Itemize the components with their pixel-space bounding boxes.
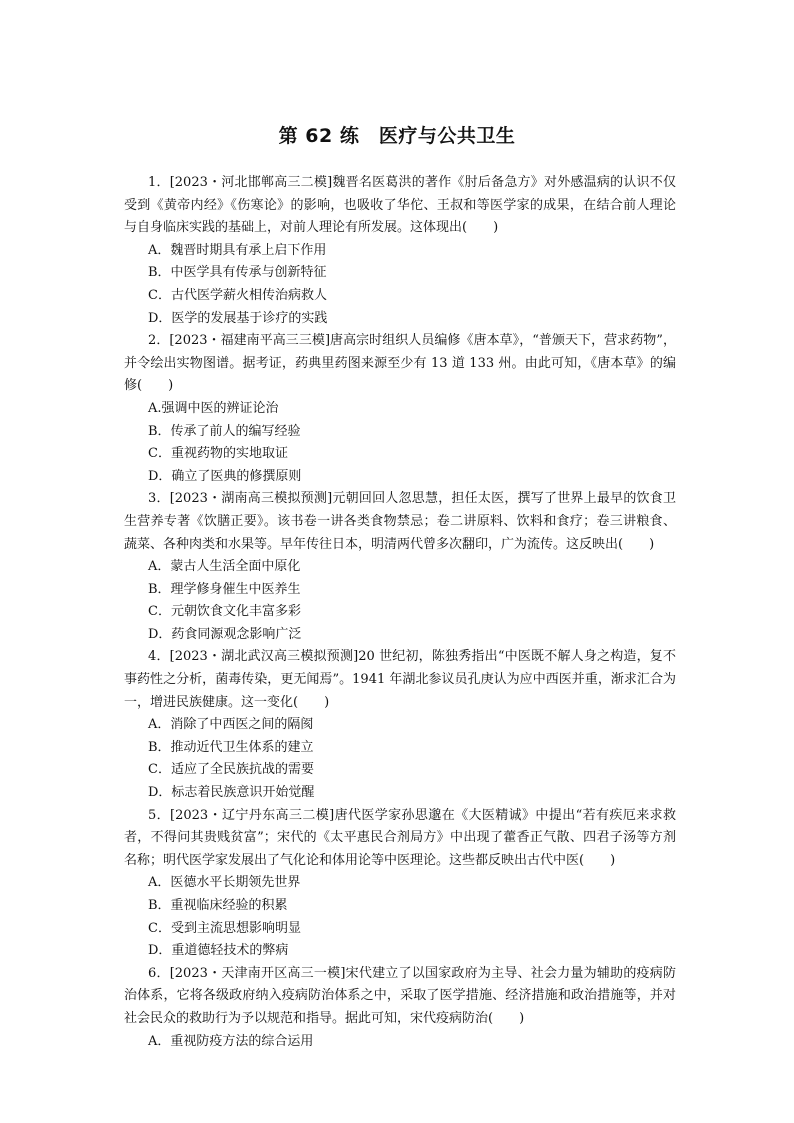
option-d: D．药食同源观念影响广泛: [148, 626, 302, 642]
question-5: [124, 805, 676, 963]
question-stem: 5．[2023・辽宁丹东高三二模]唐代医学家孙思邈在《大医精诚》中提出“若有疾厄来求救者，不得问其贵贱贫富”；宋代的《太平惠民合剂局方》中出现了藿香正气散、四君子汤等方剂名称；明代医学家发展出了气化论和体用论等中医理论。这些都反映出古代中医( ): [124, 807, 676, 868]
question-stem: 3．[2023・湖南高三模拟预测]元朝回回人忽思慧，担任太医，撰写了世界上最早的饮食卫生营养专著《饮膳正要》。该书卷一讲各类食物禁忌；卷二讲原料、饮料和食疗；卷三讲粮食、蔬菜、各种肉类和水果等。早年传往日本，明清两代曾多次翻印，广为流传。这反映出( ): [124, 491, 676, 552]
question-6: [124, 963, 676, 1053]
option-c: C．受到主流思想影响明显: [148, 920, 301, 936]
option-d: D．医学的发展基于诊疗的实践: [148, 310, 328, 326]
option-a: A．魏晋时期具有承上启下作用: [148, 242, 327, 258]
option-c: C．古代医学薪火相传治病救人: [148, 287, 327, 303]
option-c: C．重视药物的实地取证: [148, 446, 288, 462]
option-b: B．中医学具有传承与创新特征: [148, 265, 327, 281]
option-b: B．传承了前人的编写经验: [148, 423, 301, 439]
question-stem: 4．[2023・湖北武汉高三模拟预测]20 世纪初，陈独秀指出“中医既不解人身之构造，复不事药性之分析，菌毒传染，更无闻焉”。1941 年湖北参议员孔庚认为应中西医并重，渐求汇合为一，增进民族健康。这一变化( ): [124, 649, 676, 710]
option-d: D．重道德轻技术的弊病: [148, 943, 289, 959]
option-a: A．消除了中西医之间的隔阂: [148, 717, 314, 733]
option-a: A．重视防疫方法的综合运用: [148, 1033, 314, 1049]
question-stem: 6．[2023・天津南开区高三一模]宋代建立了以国家政府为主导、社会力量为辅助的疫病防治体系，它将各级政府纳入疫病防治体系之中，采取了医学措施、经济措施和政治措施等，并对社会民众的救助行为予以规范和指导。据此可知，宋代疫病防治( ): [124, 965, 676, 1026]
question-list: [124, 172, 676, 1053]
option-b: B．重视临床经验的积累: [148, 898, 288, 913]
option-a: A.强调中医的辨证论治: [148, 400, 279, 416]
page-title: 第 62 练 医疗与公共卫生: [278, 125, 516, 147]
option-d: D．标志着民族意识开始觉醒: [148, 785, 315, 801]
option-b: B．理学修身催生中医养生: [148, 581, 301, 597]
option-c: C．适应了全民族抗战的需要: [148, 762, 314, 778]
option-b: B．推动近代卫生体系的建立: [148, 739, 314, 755]
question-2: [124, 330, 676, 488]
question-3: [124, 488, 676, 646]
option-a: A．蒙古人生活全面中原化: [148, 559, 301, 575]
question-1: [124, 172, 676, 330]
option-d: D．确立了医典的修撰原则: [148, 468, 302, 484]
question-stem: 2．[2023・福建南平高三三模]唐高宗时组织人员编修《唐本草》，“普颁天下，营求药物”，并令绘出实物图谱。据考证，药典里药图来源至少有 13 道 133 州。由此可知，《唐本草》的编修( ): [124, 333, 676, 394]
question-stem: 1．[2023・河北邯郸高三二模]魏晋名医葛洪的著作《肘后备急方》对外感温病的认识不仅受到《黄帝内经》《伤寒论》的影响，也吸收了华佗、王叔和等医学家的成果，在结合前人理论与自身临床实践的基础上，对前人理论有所发展。这体现出( ): [124, 175, 676, 236]
question-4: [124, 646, 676, 804]
option-a: A．医德水平长期领先世界: [148, 875, 301, 891]
option-c: C．元朝饮食文化丰富多彩: [148, 604, 301, 620]
